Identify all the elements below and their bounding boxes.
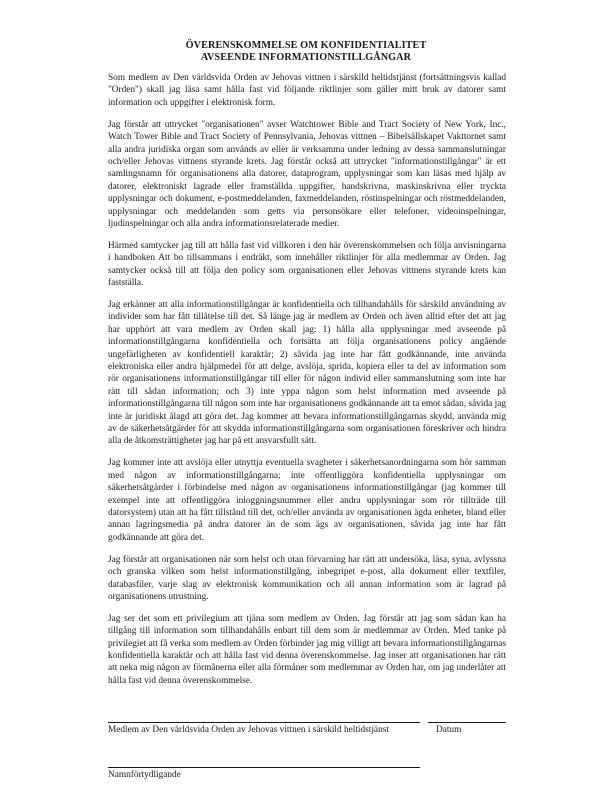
paragraph-2: Jag förstår att uttrycket "organisationen" avser Watchtower Bible and Tract Society of New York, Inc., Watch Tower Bible and Tract Society of Pennsylvania, Jehovas vittnen – Bibelsällskapet Vakttornet samt alla andra juridiska organ som används av eller är verksamma under ledning av dessa sammanslutningar och/eller Jehovas vittnens styrande krets. Jag förstår också att uttrycket "informationstillgångar" är ett samlingsnamn för organisationens alla datorer, dataprogram, upplysningar som kan läsas med hjälp av datorer, elektroniskt lagrade eller framställda uppgifter, handskrivna, maskinskrivna eller tryckta upplysningar och dokument, e-postmeddelanden, faxmeddelanden, röstinspelningar och röstmeddelanden, upplysningar och meddelanden som getts via personsökare eller telefoner, videoinspelningar, ljudinspelningar och alla andra informationsrelaterade medier. bbox=[108, 119, 506, 229]
date-label: Datum bbox=[436, 725, 462, 735]
signature-line bbox=[108, 722, 420, 723]
title-line-1: ÖVERENSKOMMELSE OM KONFIDENTIALITET bbox=[185, 40, 427, 51]
signature-label: Medlem av Den världsvida Orden av Jehovas vittnen i särskild heltidstjänst bbox=[108, 725, 389, 735]
document-body bbox=[108, 72, 506, 697]
name-label: Namnförtydligande bbox=[108, 770, 181, 780]
paragraph-3: Härmed samtycker jag till att hålla fast vid villkoren i den här överenskommelsen och följa anvisningarna i handboken Att bo tillsammans i endräkt, som innehåller riktlinjer för alla medlemmar av Orden. Jag samtycker också till att följa den policy som organisationen eller Jehovas vittnens styrande krets kan fastställa. bbox=[108, 240, 506, 289]
name-line bbox=[108, 767, 420, 768]
paragraph-6: Jag förstår att organisationen när som helst och utan förvarning har rätt att undersöka, läsa, syna, avlyssna och granska vilken som helst informationstillgång, inbegripet e-post, alla dokument eller textfiler, databasfiler, varje slag av elektronisk kommunikation och all annan information som är lagrad på organisationens utrustning. bbox=[108, 554, 506, 602]
paragraph-4: Jag erkänner att alla informationstillgångar är konfidentiella och tillhandahålls för särskild användning av individer som har fått tillåtelse till det. Så länge jag är medlem av Orden och även alltid efter det att jag har upphört att vara medlem av Orden skall jag: 1) hålla alla upplysningar med avseende på informationstillgångarna konfidentiella och fortsätta att följa organisationens policy angående ungefärligheten av konfidentiell karaktär; 2) såvida jag inte har fått godkännande, inte använda elektroniska eller andra hjälpmedel för att delge, avslöja, sprida, kopiera eller ta del av information som rör organisationens informationstillgångar till eller för någon individ eller sammanslutning som inte har rätt till sådan information; och 3) inte yppa någon som helst information med avseende på informationstillgångarna till någon som inte har organisationens godkännande att ta emot sådan, såvida jag inte är juridiskt ålagd att göra det. Jag kommer att bevara informationstillgångarnas skydd, använda mig av de säkerhetsåtgärder för att skydda informationstillgångarna som organisationen föreskriver och hindra alla de åtkomsträttigheter jag har på ett ansvarsfullt sätt. bbox=[108, 300, 506, 447]
date-line bbox=[428, 722, 506, 723]
title-line-2: AVSEENDE INFORMATIONSTILLGÅNGAR bbox=[200, 52, 412, 63]
paragraph-1: Som medlem av Den världsvida Orden av Jehovas vittnen i särskild heltidstjänst (fortsättningsvis kallad "Orden") skall jag läsa samt hålla fast vid följande riktlinjer som gäller mitt bruk av datorer samt information och uppgifter i elektronisk form. bbox=[108, 73, 506, 108]
paragraph-5: Jag kommer inte att avslöja eller utnyttja eventuella svagheter i säkerhetsanordningarna som hör samman med någon av informationstillgångarna; inte offentliggöra konfidentiella upplysningar om säkerhetsåtgärder i förbindelse med någon av organisationens informationstillgångar (jag kommer till exempel inte att offentliggöra inloggningsnummer eller andra upplysningar som rör tillträde till datorsystem) utan att ha fått tillstånd till det, och/eller använda av organisationen ägda enheter, bland eller annan lagringsmedia på andra datorer än de som ägs av organisationen, såvida jag inte har fått godkännande att göra det. bbox=[108, 458, 506, 543]
paragraph-7: Jag ser det som ett privilegium att tjäna som medlem av Orden. Jag förstår att jag som sådan kan ha tillgång till information som tillhandahålls enbart till dem som är medlemmar av Orden. Med tanke på privilegiet att få verka som medlem av Orden förbinder jag mig villigt att bevara informationstillgångarnas konfidentiella karaktär och att hålla fast vid denna överenskommelse. Jag inser att organisationen har rätt att neka mig någon av förmånerna eller alla förmåner som medlemmar av Orden har, om jag underlåter att hålla fast vid denna överenskommelse. bbox=[108, 613, 506, 686]
document-title bbox=[100, 40, 512, 64]
